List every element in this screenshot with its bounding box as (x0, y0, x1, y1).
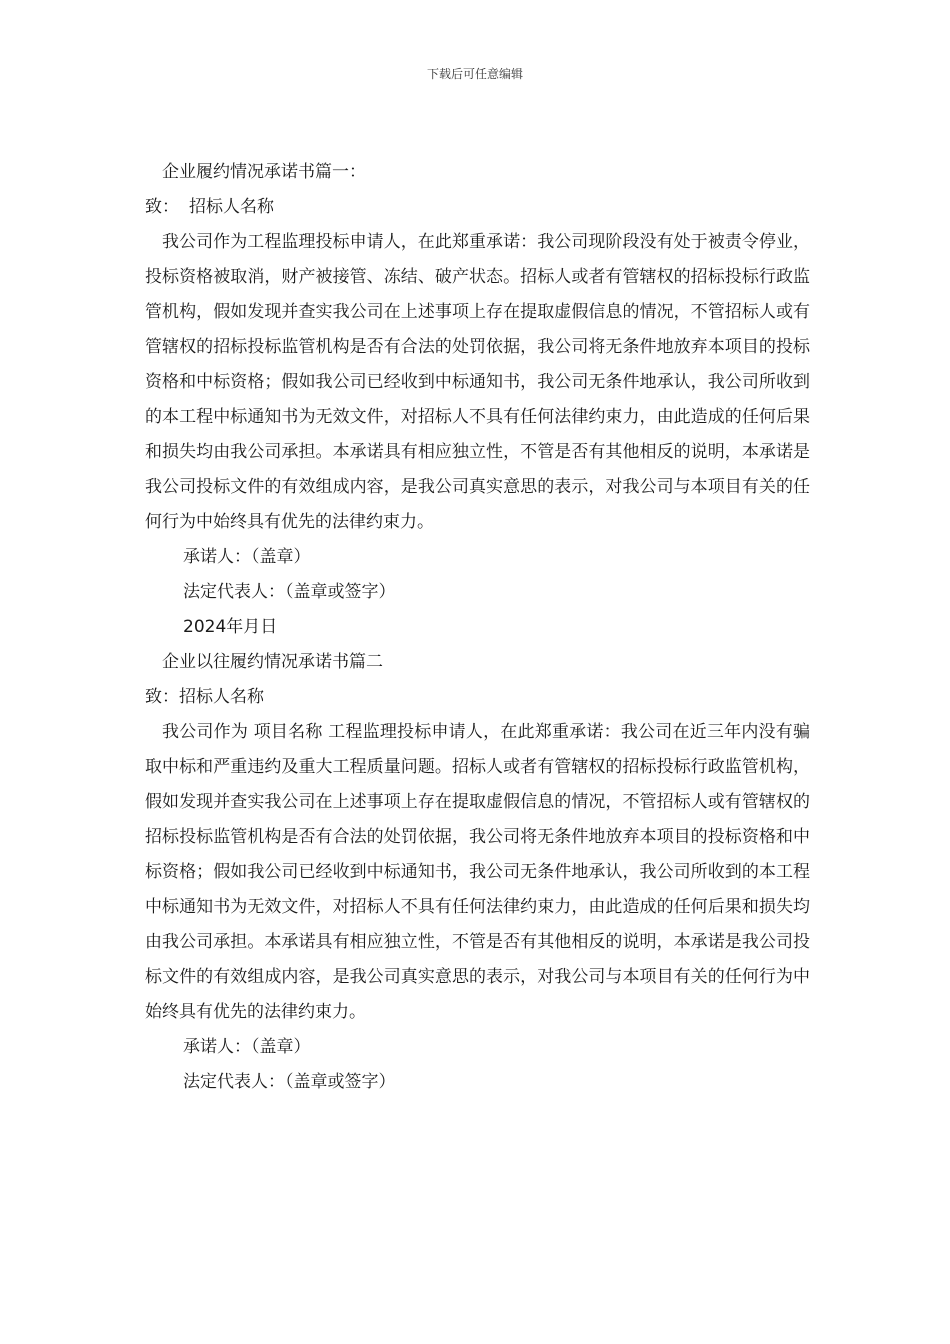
section2-legal-rep: 法定代表人：（盖章或签字） (183, 1072, 396, 1092)
page-header: 下载后可任意编辑 (426, 67, 523, 81)
section2-salutation: 致：招标人名称 (145, 687, 264, 707)
section1-salutation (145, 190, 810, 225)
section1-body: 我公司作为工程监理投标申请人，在此郑重承诺：我公司现阶段没有处于被责令停业，投标资格被取消，财产被接管、冻结、破产状态。招标人或者有管辖权的招标投标行政监管机构，假如发现并查实我公司在上述事项上存在提取虚假信息的情况，不管招标人或有管辖权的招标投标监管机构是否有合法的处罚依据，我公司将无条件地放弃本项目的投标资格和中标资格；假如我公司已经收到中标通知书，我公司无条件地承认，我公司所收到的本工程中标通知书为无效文件，对招标人不具有任何法律约束力，由此造成的任何后果和损失均由我公司承担。本承诺具有相应独立性，不管是否有其他相反的说明，本承诺是我公司投标文件的有效组成内容，是我公司真实意思的表示，对我公司与本项目有关的任何行为中始终具有优先的法律约束力。 (145, 232, 810, 532)
section1-salutation-prefix: 致： (145, 197, 179, 217)
section1-salutation-name: 招标人名称 (189, 197, 274, 217)
section1-date-year: 2024 (183, 617, 227, 637)
document-body (145, 155, 810, 1100)
section1-legal-rep: 法定代表人：（盖章或签字） (183, 582, 396, 602)
section1-title: 企业履约情况承诺书篇一： (162, 162, 366, 182)
section1-date-rest: 年月日 (226, 617, 278, 637)
section1-promisor: 承诺人：（盖章） (183, 547, 311, 567)
section2-promisor: 承诺人：（盖章） (183, 1037, 311, 1057)
section2-body: 我公司作为 项目名称 工程监理投标申请人，在此郑重承诺：我公司在近三年内没有骗取中标和严重违约及重大工程质量问题。招标人或者有管辖权的招标投标行政监管机构，假如发现并查实我公司在上述事项上存在提取虚假信息的情况，不管招标人或有管辖权的招标投标监管机构是否有合法的处罚依据，我公司将无条件地放弃本项目的投标资格和中标资格；假如我公司已经收到中标通知书，我公司无条件地承认，我公司所收到的本工程中标通知书为无效文件，对招标人不具有任何法律约束力，由此造成的任何后果和损失均由我公司承担。本承诺具有相应独立性，不管是否有其他相反的说明，本承诺是我公司投标文件的有效组成内容，是我公司真实意思的表示，对我公司与本项目有关的任何行为中始终具有优先的法律约束力。 (145, 722, 810, 1022)
section1-date (145, 610, 810, 645)
section2-title: 企业以往履约情况承诺书篇二 (162, 652, 383, 672)
